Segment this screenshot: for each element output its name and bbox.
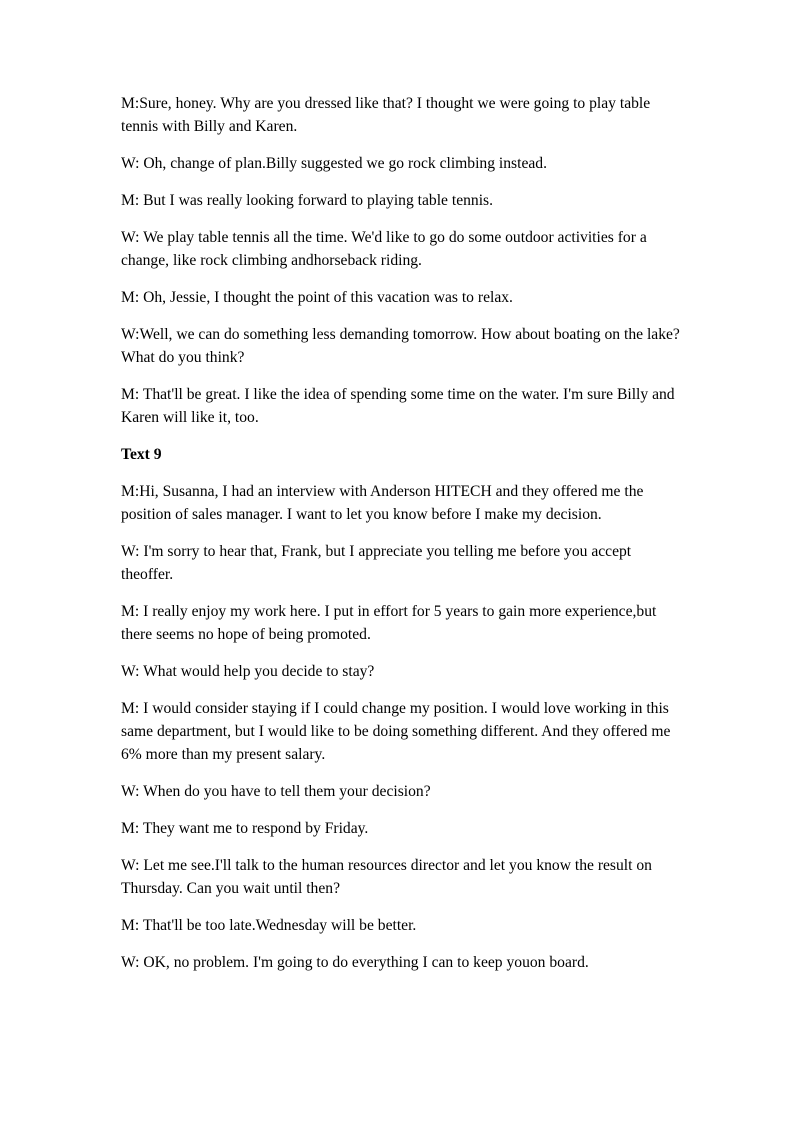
dialogue-line: M: But I was really looking forward to playing table tennis. — [121, 192, 494, 209]
dialogue-line: M: That'll be great. I like the idea of spending some time on the water. I'm sure Billy and Karen will like it, too. — [121, 386, 675, 426]
dialogue-line: W: Oh, change of plan.Billy suggested we go rock climbing instead. — [121, 155, 547, 172]
dialogue-line: W: What would help you decide to stay? — [121, 663, 375, 680]
dialogue-line: M: That'll be too late.Wednesday will be better. — [121, 917, 417, 934]
section-heading: Text 9 — [121, 446, 162, 463]
dialogue-line: M:Sure, honey. Why are you dressed like that? I thought we were going to play table tennis with Billy and Karen. — [121, 95, 651, 135]
dialogue-line: W: I'm sorry to hear that, Frank, but I appreciate you telling me before you accept theoffer. — [121, 543, 632, 583]
document-page — [121, 92, 681, 988]
dialogue-line: W: When do you have to tell them your decision? — [121, 783, 431, 800]
dialogue-line: W: We play table tennis all the time. We'd like to go do some outdoor activities for a change, like rock climbing andhorseback riding. — [121, 229, 647, 269]
dialogue-line: M: I would consider staying if I could change my position. I would love working in this same department, but I would like to be doing something different. And they offered me 6% more than my present salary. — [121, 700, 671, 763]
dialogue-line: W: OK, no problem. I'm going to do everything I can to keep youon board. — [121, 954, 589, 971]
dialogue-line: W: Let me see.I'll talk to the human resources director and let you know the result on Thursday. Can you wait until then? — [121, 857, 652, 897]
dialogue-line: M: Oh, Jessie, I thought the point of this vacation was to relax. — [121, 289, 513, 306]
dialogue-line: M: They want me to respond by Friday. — [121, 820, 369, 837]
dialogue-line: M: I really enjoy my work here. I put in effort for 5 years to gain more experience,but there seems no hope of being promoted. — [121, 603, 657, 643]
dialogue-line: W:Well, we can do something less demanding tomorrow. How about boating on the lake? What do you think? — [121, 326, 680, 366]
dialogue-line: M:Hi, Susanna, I had an interview with Anderson HITECH and they offered me the position of sales manager. I want to let you know before I make my decision. — [121, 483, 644, 523]
